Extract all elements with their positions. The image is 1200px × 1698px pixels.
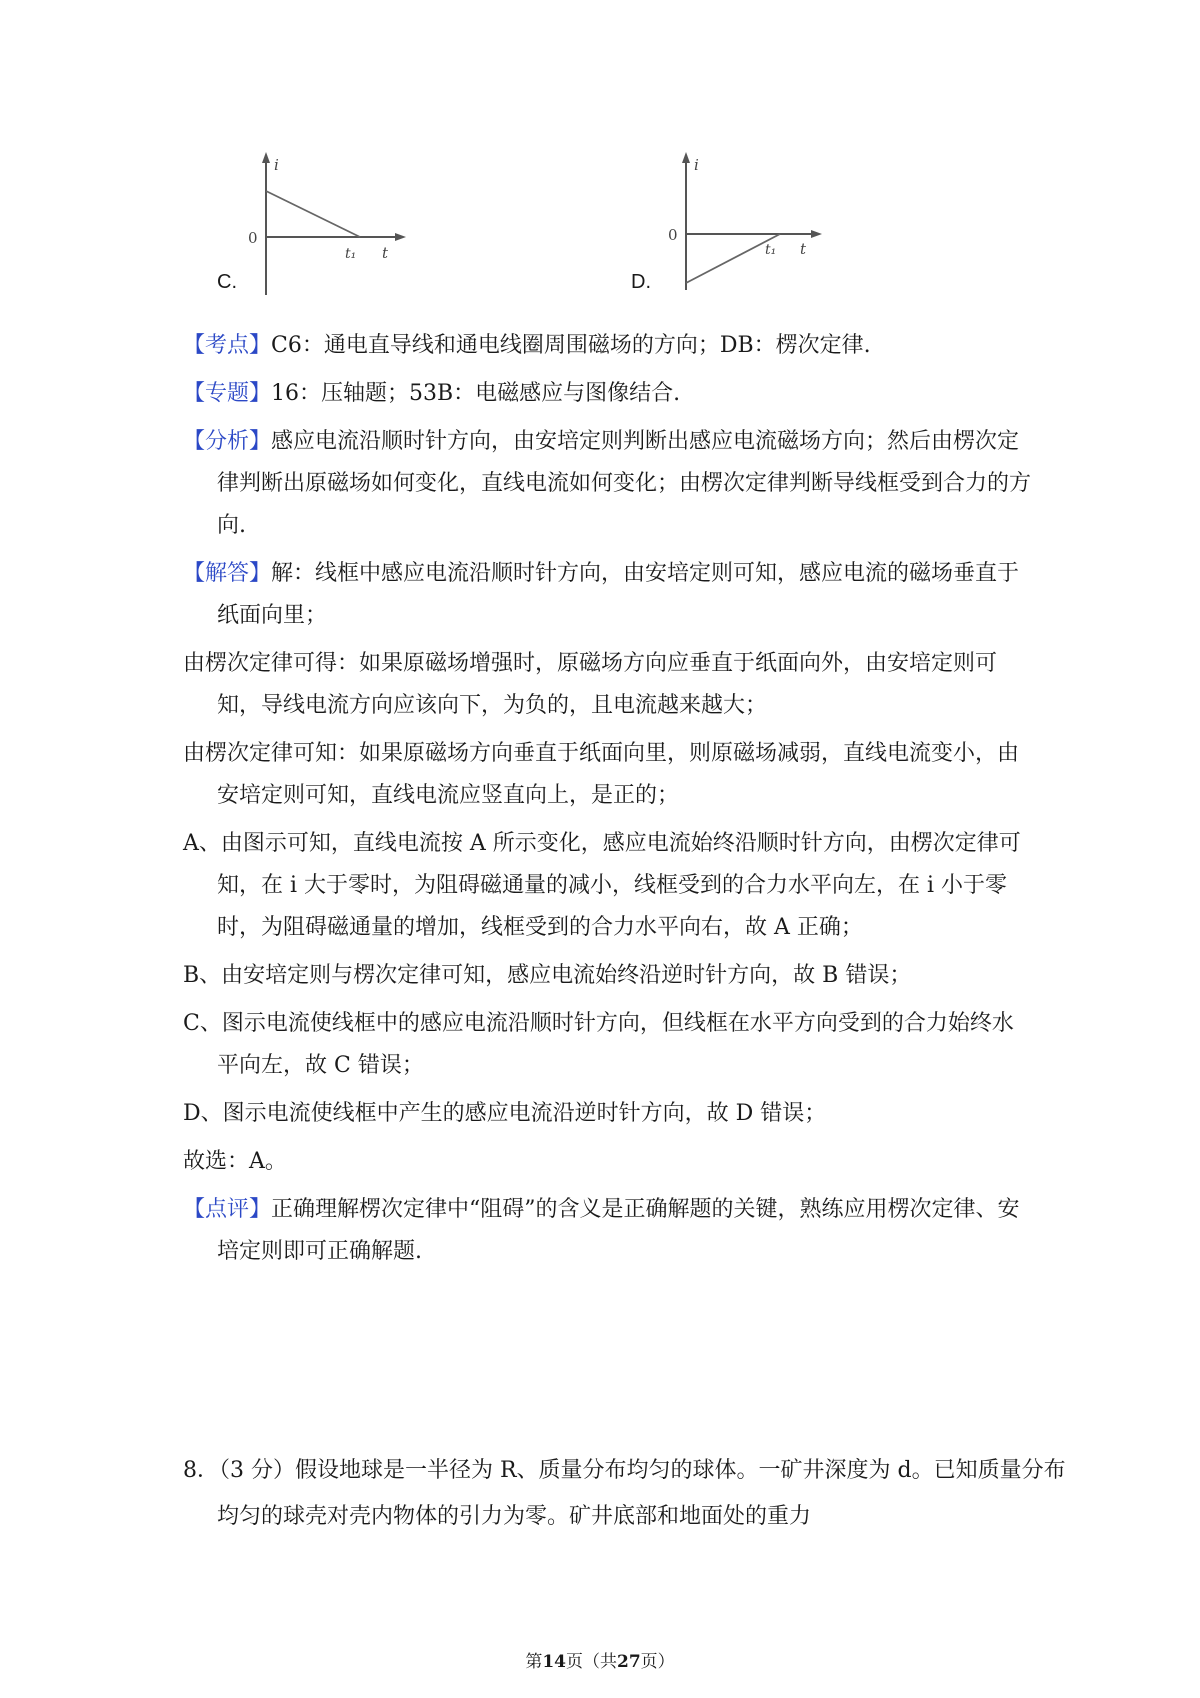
fenxi-tag: 【分析】 — [183, 429, 272, 454]
fenxi-para — [183, 421, 1033, 547]
footer-total: 27 — [617, 1652, 641, 1672]
c-current-line — [266, 191, 360, 237]
solution-para-2: 由楞次定律可知：如果原磁场方向垂直于纸面向里，则原磁场减弱，直线电流变小，由安培定则可知，直线电流应竖直向上，是正的； — [183, 741, 1020, 808]
kaodian-para — [183, 325, 1033, 367]
jieda-tag: 【解答】 — [183, 561, 272, 586]
footer-pre: 第 — [525, 1652, 543, 1672]
option-d-graph — [650, 150, 830, 300]
jieda-para — [183, 553, 1033, 637]
c-t1-label: t₁ — [345, 246, 357, 262]
d-x-arrow — [811, 230, 822, 238]
d-y-arrow — [682, 152, 690, 163]
zhuanti-tag: 【专题】 — [183, 381, 272, 406]
option-a-explanation: A、由图示可知，直线电流按 A 所示变化，感应电流始终沿顺时针方向，由楞次定律可知，在 i 大于零时，为阻碍磁通量的减小，线框受到的合力水平向左，在 i 小于零时，为阻碍磁通量的增加，线框受到的合力水平向右，故 A 正确； — [183, 831, 1021, 940]
fenxi-text: 感应电流沿顺时针方向，由安培定则判断出感应电流磁场方向；然后由楞次定律判断出原磁场如何变化，直线电流如何变化；由楞次定律判断导线框受到合力的方向. — [217, 429, 1032, 538]
option-d-label: D. — [631, 271, 651, 293]
answer-analysis — [183, 325, 1033, 1279]
d-t1-label: t₁ — [765, 242, 777, 258]
footer-page: 14 — [542, 1652, 566, 1672]
c-x-label: t — [382, 244, 389, 262]
final-choice: 故选：A。 — [183, 1149, 287, 1174]
dianping-text: 正确理解楞次定律中“阻碍”的含义是正确解题的关键，熟练应用楞次定律、安培定则即可正确解题. — [217, 1197, 1020, 1264]
zhuanti-text: 16：压轴题；53B：电磁感应与图像结合. — [271, 381, 681, 406]
option-c-graph — [230, 150, 410, 300]
dianping-tag: 【点评】 — [183, 1197, 272, 1222]
option-c-explanation: C、图示电流使线框中的感应电流沿顺时针方向，但线框在水平方向受到的合力始终水平向左，故 C 错误； — [183, 1011, 1014, 1078]
c-y-label: i — [274, 156, 279, 174]
d-y-label: i — [694, 156, 699, 174]
d-x-label: t — [800, 240, 807, 258]
option-b-explanation: B、由安培定则与楞次定律可知，感应电流始终沿逆时针方向，故 B 错误； — [183, 963, 912, 988]
zhuanti-para — [183, 373, 1033, 415]
option-d-explanation: D、图示电流使线框中产生的感应电流沿逆时针方向，故 D 错误； — [183, 1101, 827, 1126]
dianping-para — [183, 1189, 1033, 1273]
jieda-text: 解：线框中感应电流沿顺时针方向，由安培定则可知，感应电流的磁场垂直于纸面向里； — [217, 561, 1020, 628]
c-y-arrow — [262, 152, 270, 163]
footer-post: 页） — [640, 1652, 675, 1672]
c-zero-label: 0 — [248, 229, 258, 247]
page-footer — [0, 1647, 1200, 1672]
c-x-arrow — [395, 233, 406, 241]
option-c-label: C. — [217, 271, 237, 293]
kaodian-text: C6：通电直导线和通电线圈周围磁场的方向；DB：楞次定律. — [271, 333, 871, 358]
kaodian-tag: 【考点】 — [183, 333, 272, 358]
solution-para-1: 由楞次定律可得：如果原磁场增强时，原磁场方向应垂直于纸面向外，由安培定则可知，导线电流方向应该向下，为负的，且电流越来越大； — [183, 651, 998, 718]
question-8: 8．（3 分）假设地球是一半径为 R、质量分布均匀的球体。一矿井深度为 d。已知质量分布均匀的球壳对壳内物体的引力为零。矿井底部和地面处的重力 — [183, 1458, 1066, 1529]
footer-mid: 页（共 — [566, 1652, 617, 1672]
d-zero-label: 0 — [668, 226, 678, 244]
